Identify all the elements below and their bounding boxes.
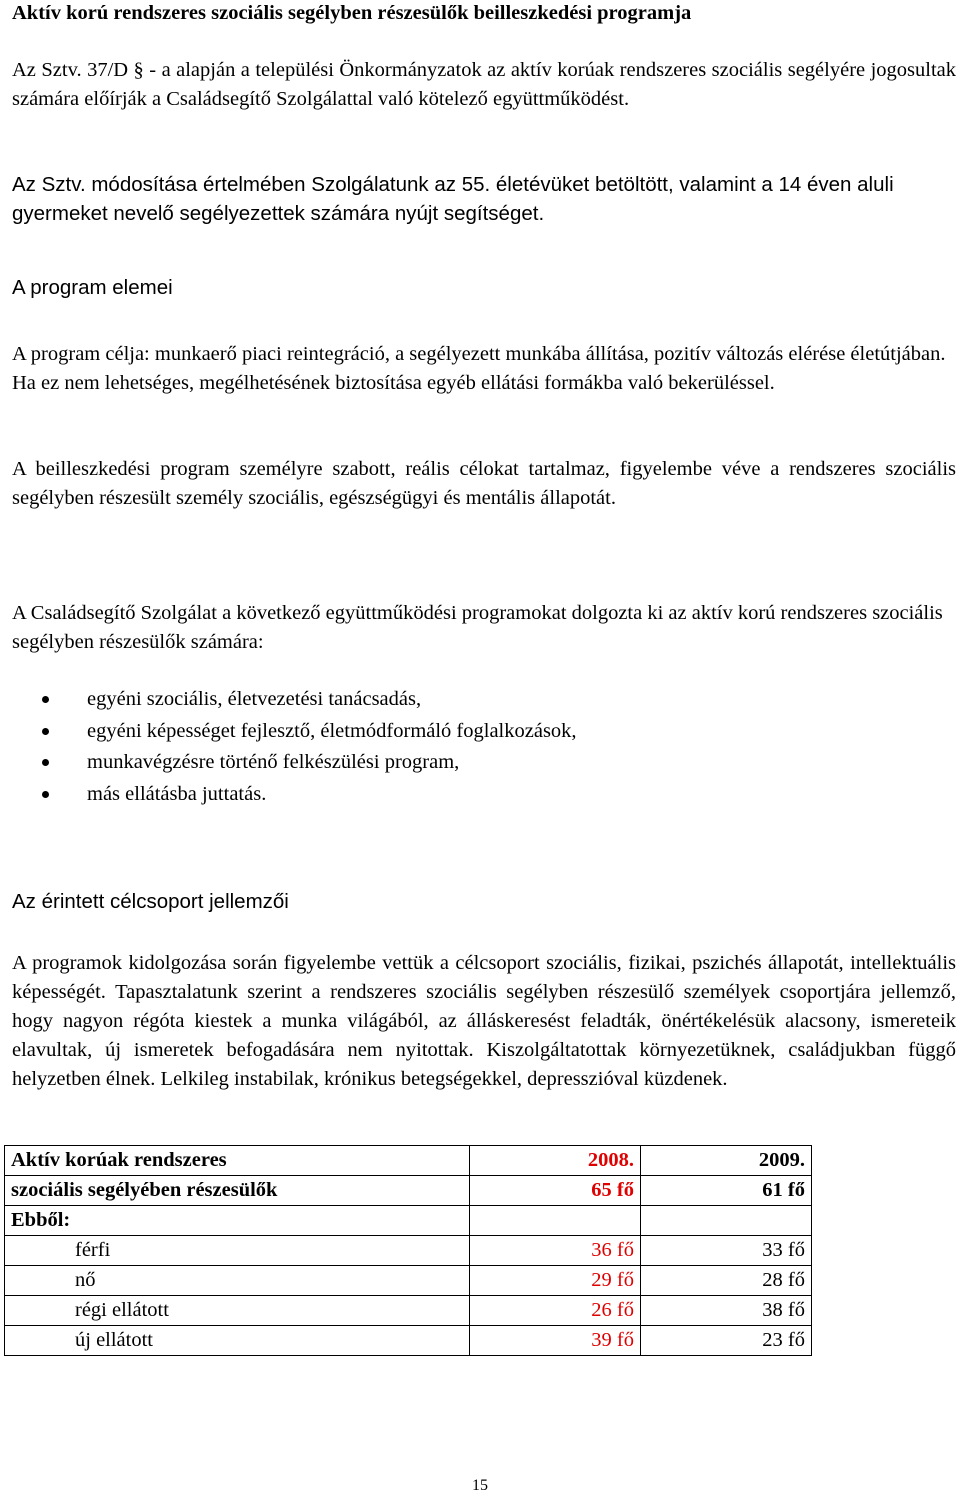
target-group-heading: Az érintett célcsoport jellemzői	[12, 890, 289, 913]
programs-intro-paragraph: A Családsegítő Szolgálat a következő együttműködési programokat dolgozta ki az aktív korú rendszeres szociális segélyben részesülők számára:	[12, 602, 943, 653]
row-label: régi ellátott	[5, 1296, 470, 1326]
year-2009-header: 2009.	[641, 1146, 812, 1176]
program-individual-paragraph: A beilleszkedési program személyre szabott, reális célokat tartalmaz, figyelembe véve a rendszeres szociális segélyben részesült személy szociális, egészségügyi és mentális állapotát.	[12, 458, 956, 509]
row-label: új ellátott	[5, 1326, 470, 1356]
table-row	[5, 1296, 812, 1326]
bullet-icon	[42, 696, 49, 703]
table-row	[5, 1206, 812, 1236]
program-elements-heading: A program elemei	[12, 276, 173, 299]
value-2009: 33 fő	[641, 1236, 812, 1266]
program-goal-paragraph: A program célja: munkaerő piaci reintegráció, a segélyezett munkába állítása, pozitív változás elérése életútjában. Ha ez nem lehetséges, megélhetésének biztosítása egyéb ellátási formákba való bekerüléssel.	[12, 343, 946, 394]
table-header-cell: Aktív korúak rendszeres	[5, 1146, 470, 1176]
target-group-paragraph: A programok kidolgozása során figyelembe vettük a célcsoport szociális, fizikai, pszichés állapotát, intellektuális képességét. Tapasztalatunk szerint a rendszeres szociális segélyben részesülő személyek csoportjára jellemző, hogy nagyon régóta kiestek a munka világából, az álláskeresést feladták, önértékelésük alacsony, ismereteik elavultak, új ismeretek befogadására nem nyitottak. Kiszolgáltatottak környezetüknek, családjukban függő helyzetben élnek. Lelkileg instabilak, krónikus betegségekkel, depresszióval küzdenek.	[12, 952, 956, 1090]
row-label: nő	[5, 1266, 470, 1296]
value-2008: 36 fő	[470, 1236, 641, 1266]
value-2008: 39 fő	[470, 1326, 641, 1356]
of-which-cell: Ebből:	[5, 1206, 470, 1236]
table-row	[5, 1326, 812, 1356]
bullet-icon	[42, 759, 49, 766]
list-item: más ellátásba juttatás.	[42, 779, 577, 811]
table-row	[5, 1266, 812, 1296]
program-list	[42, 684, 577, 810]
empty-cell	[470, 1206, 641, 1236]
page-number: 15	[472, 1477, 488, 1494]
table-row	[5, 1236, 812, 1266]
value-2009: 38 fő	[641, 1296, 812, 1326]
document-title: Aktív korú rendszeres szociális segélyben részesülők beilleszkedési programja	[12, 2, 692, 24]
empty-cell	[641, 1206, 812, 1236]
total-2008-cell: 65 fő	[470, 1176, 641, 1206]
table-header-cell: szociális segélyében részesülők	[5, 1176, 470, 1206]
value-2008: 26 fő	[470, 1296, 641, 1326]
table-row	[5, 1176, 812, 1206]
bullet-icon	[42, 791, 49, 798]
statistics-table	[4, 1145, 812, 1356]
value-2009: 28 fő	[641, 1266, 812, 1296]
row-label: férfi	[5, 1236, 470, 1266]
total-2009-cell: 61 fő	[641, 1176, 812, 1206]
value-2008: 29 fő	[470, 1266, 641, 1296]
intro-paragraph: Az Sztv. 37/D § - a alapján a települési Önkormányzatok az aktív korúak rendszeres szociális segélyére jogosultak számára előírják a Családsegítő Szolgálattal való kötelező együttműködést.	[12, 59, 956, 110]
table-row	[5, 1146, 812, 1176]
bullet-icon	[42, 728, 49, 735]
list-item: egyéni szociális, életvezetési tanácsadás,	[42, 684, 577, 716]
year-2008-header: 2008.	[470, 1146, 641, 1176]
list-item: munkavégzésre történő felkészülési program,	[42, 747, 577, 779]
modification-paragraph: Az Sztv. módosítása értelmében Szolgálatunk az 55. életévüket betöltött, valamint a 14 éven aluli gyermeket nevelő segélyezettek számára nyújt segítséget.	[12, 173, 894, 225]
list-item: egyéni képességet fejlesztő, életmódformáló foglalkozások,	[42, 716, 577, 748]
value-2009: 23 fő	[641, 1326, 812, 1356]
